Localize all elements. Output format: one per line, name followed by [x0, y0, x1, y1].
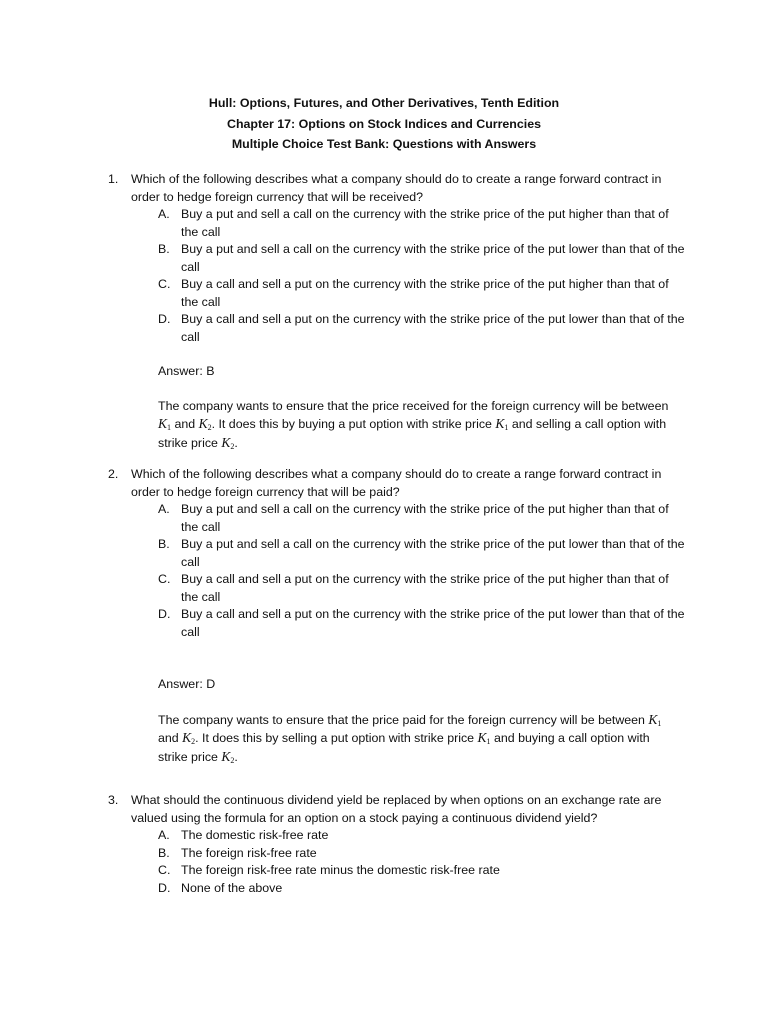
option-text: Buy a call and sell a put on the currency with the strike price of the put lower than that of the call [181, 607, 685, 639]
option-text: Buy a put and sell a call on the currency with the strike price of the put higher than that of the call [181, 502, 669, 534]
option-d [158, 880, 688, 898]
options-list [108, 827, 688, 897]
question-text: Which of the following describes what a company should do to create a range forward contract in order to hedge foreign currency that will be received? [131, 172, 662, 204]
math-k1: $K_1$ [477, 730, 491, 746]
math-k2: $K_2$ [221, 748, 235, 765]
option-label: B. [158, 845, 170, 860]
answer-line: Answer: B [158, 364, 215, 378]
answer-line: Answer: D [158, 677, 216, 691]
book-title: Hull: Options, Futures, and Other Derivatives, Tenth Edition [208, 96, 560, 110]
option-text: None of the above [181, 880, 283, 895]
math-k1: $K_1$ [495, 416, 509, 432]
option-label: A. [158, 207, 170, 221]
math-k1: $K_1$ [648, 711, 662, 728]
math-k2: $K_2$ [221, 434, 235, 451]
explanation-text: The company wants to ensure that the price paid for the foreign currency will be between [158, 712, 649, 727]
math-k2: $K_2$ [182, 730, 196, 746]
option-label: D. [158, 312, 171, 326]
answer-explanation [158, 711, 678, 767]
question-2 [108, 466, 688, 766]
question-text: What should the continuous dividend yield be replaced by when options on an exchange rate are valued using the formula for an option on a stock paying a continuous dividend yield? [131, 793, 662, 825]
option-c [158, 276, 688, 311]
options-list [108, 206, 688, 346]
option-label: C. [158, 277, 171, 291]
option-label: D. [158, 607, 171, 621]
option-a [158, 827, 688, 845]
option-label: B. [158, 242, 170, 256]
question-1 [108, 171, 688, 452]
explanation-text: and selling a call option with strike price [158, 417, 667, 450]
document-header [0, 93, 768, 155]
explanation-text: and [158, 731, 183, 745]
option-text: Buy a call and sell a put on the currency with the strike price of the put higher than that of the call [181, 277, 669, 309]
option-d [158, 606, 688, 641]
option-b [158, 536, 688, 571]
explanation-text: and buying a call option with strike price [158, 731, 650, 764]
explanation-text: . [234, 749, 238, 764]
option-a [158, 501, 688, 536]
question-number: 1. [108, 172, 119, 186]
option-text: The foreign risk-free rate minus the domestic risk-free rate [181, 863, 500, 877]
option-text: The foreign risk-free rate [181, 845, 317, 860]
option-label: C. [158, 863, 171, 877]
answer-explanation [158, 398, 678, 453]
explanation-text: . [234, 435, 238, 450]
option-text: The domestic risk-free rate [181, 828, 329, 842]
option-label: D. [158, 880, 171, 895]
option-c [158, 862, 688, 880]
option-b [158, 845, 688, 863]
options-list [108, 501, 688, 641]
option-c [158, 571, 688, 606]
math-k1: $K_1$ [158, 416, 172, 432]
option-text: Buy a put and sell a call on the currency with the strike price of the put lower than that of the call [181, 537, 685, 569]
option-d [158, 311, 688, 346]
question-number: 2. [108, 467, 119, 481]
test-bank-title: Multiple Choice Test Bank: Questions with Answers [231, 137, 537, 151]
explanation-text: . It does this by selling a put option with strike price [195, 731, 478, 745]
explanation-text: The company wants to ensure that the price received for the foreign currency will be between [158, 398, 669, 413]
math-k2: $K_2$ [198, 416, 212, 432]
chapter-title: Chapter 17: Options on Stock Indices and Currencies [227, 116, 541, 131]
option-text: Buy a call and sell a put on the currency with the strike price of the put higher than that of the call [181, 572, 669, 604]
question-number: 3. [108, 793, 119, 807]
option-a [158, 206, 688, 241]
question-3 [108, 792, 688, 897]
option-label: B. [158, 537, 170, 551]
option-b [158, 241, 688, 276]
option-label: A. [158, 828, 170, 842]
explanation-text: and [171, 417, 199, 431]
option-text: Buy a put and sell a call on the currency with the strike price of the put higher than that of the call [181, 207, 669, 239]
explanation-text: . It does this by buying a put option with strike price [211, 417, 496, 431]
option-label: C. [158, 572, 171, 586]
option-text: Buy a put and sell a call on the currency with the strike price of the put lower than that of the call [181, 242, 685, 274]
option-text: Buy a call and sell a put on the currency with the strike price of the put lower than that of the call [181, 312, 685, 344]
question-text: Which of the following describes what a company should do to create a range forward contract in order to hedge foreign currency that will be paid? [131, 467, 662, 499]
option-label: A. [158, 502, 170, 516]
